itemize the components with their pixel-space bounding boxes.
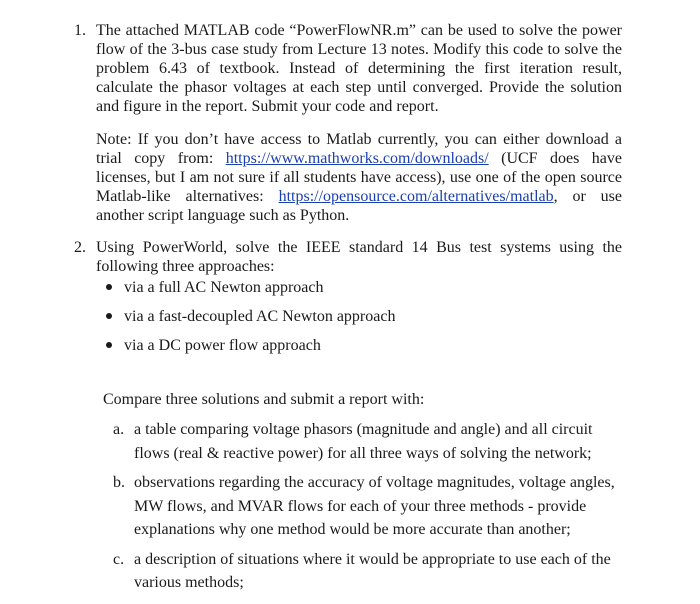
list-item xyxy=(106,307,395,326)
bullet-icon xyxy=(106,284,112,290)
mathworks-downloads-link[interactable]: https://www.mathworks.com/downloads/ xyxy=(225,150,489,167)
opensource-matlab-link[interactable]: https://opensource.com/alternatives/matlab xyxy=(278,188,554,205)
item-letter: a. xyxy=(113,421,125,438)
approach-list xyxy=(106,278,395,365)
question-2 xyxy=(74,238,622,276)
question-2-intro: Using PowerWorld, solve the IEEE standard 14 Bus test systems using the following three approaches: xyxy=(96,239,622,275)
list-item xyxy=(113,418,623,465)
compare-instruction: Compare three solutions and submit a report with: xyxy=(103,391,425,408)
bullet-icon xyxy=(106,313,112,319)
note-text-b: (UCF does have licenses, but I am not sure if all students have access), use one of the open source Matlab-like alternatives: xyxy=(96,150,622,205)
list-item xyxy=(113,548,623,595)
approach-dc: via a DC power flow approach xyxy=(124,337,321,354)
question-1 xyxy=(74,21,622,225)
question-1-number: 1. xyxy=(74,22,86,39)
list-item xyxy=(106,278,395,297)
question-2-number: 2. xyxy=(74,239,86,256)
requirement-observations-text: observations regarding the accuracy of voltage magnitudes, voltage angles, MW flows, and MVAR flows for each of your three methods - provide explanations why one method would be more accurate than another; xyxy=(134,474,615,538)
note-text-c: , or use another script language such as Python. xyxy=(96,188,623,224)
list-item xyxy=(106,336,395,355)
requirement-table-text: a table comparing voltage phasors (magnitude and angle) and all circuit flows (real & reactive power) for all three ways of solving the network; xyxy=(134,421,593,462)
question-1-paragraph: The attached MATLAB code “PowerFlowNR.m” can be used to solve the power flow of the 3-bus case study from Lecture 13 notes. Modify this code to solve the problem 6.43 of textbook. Instead of determining the first iteration result, calculate the phasor voltages at each step until converged. Provide the solution and figure in the report. Submit your code and report. xyxy=(96,22,622,115)
item-letter: c. xyxy=(113,550,125,568)
approach-full-ac: via a full AC Newton approach xyxy=(124,279,324,296)
item-letter: b. xyxy=(113,474,125,491)
bullet-icon xyxy=(106,342,112,348)
requirement-description-text: a description of situations where it would be appropriate to use each of the various methods; xyxy=(134,550,611,591)
list-item xyxy=(113,471,623,542)
question-1-note xyxy=(96,130,622,225)
approach-fast-decoupled: via a fast-decoupled AC Newton approach xyxy=(124,308,396,325)
report-requirements-list xyxy=(113,418,623,601)
note-text-a: Note: If you don’t have access to Matlab currently, you can either download a trial copy from: xyxy=(96,131,622,167)
